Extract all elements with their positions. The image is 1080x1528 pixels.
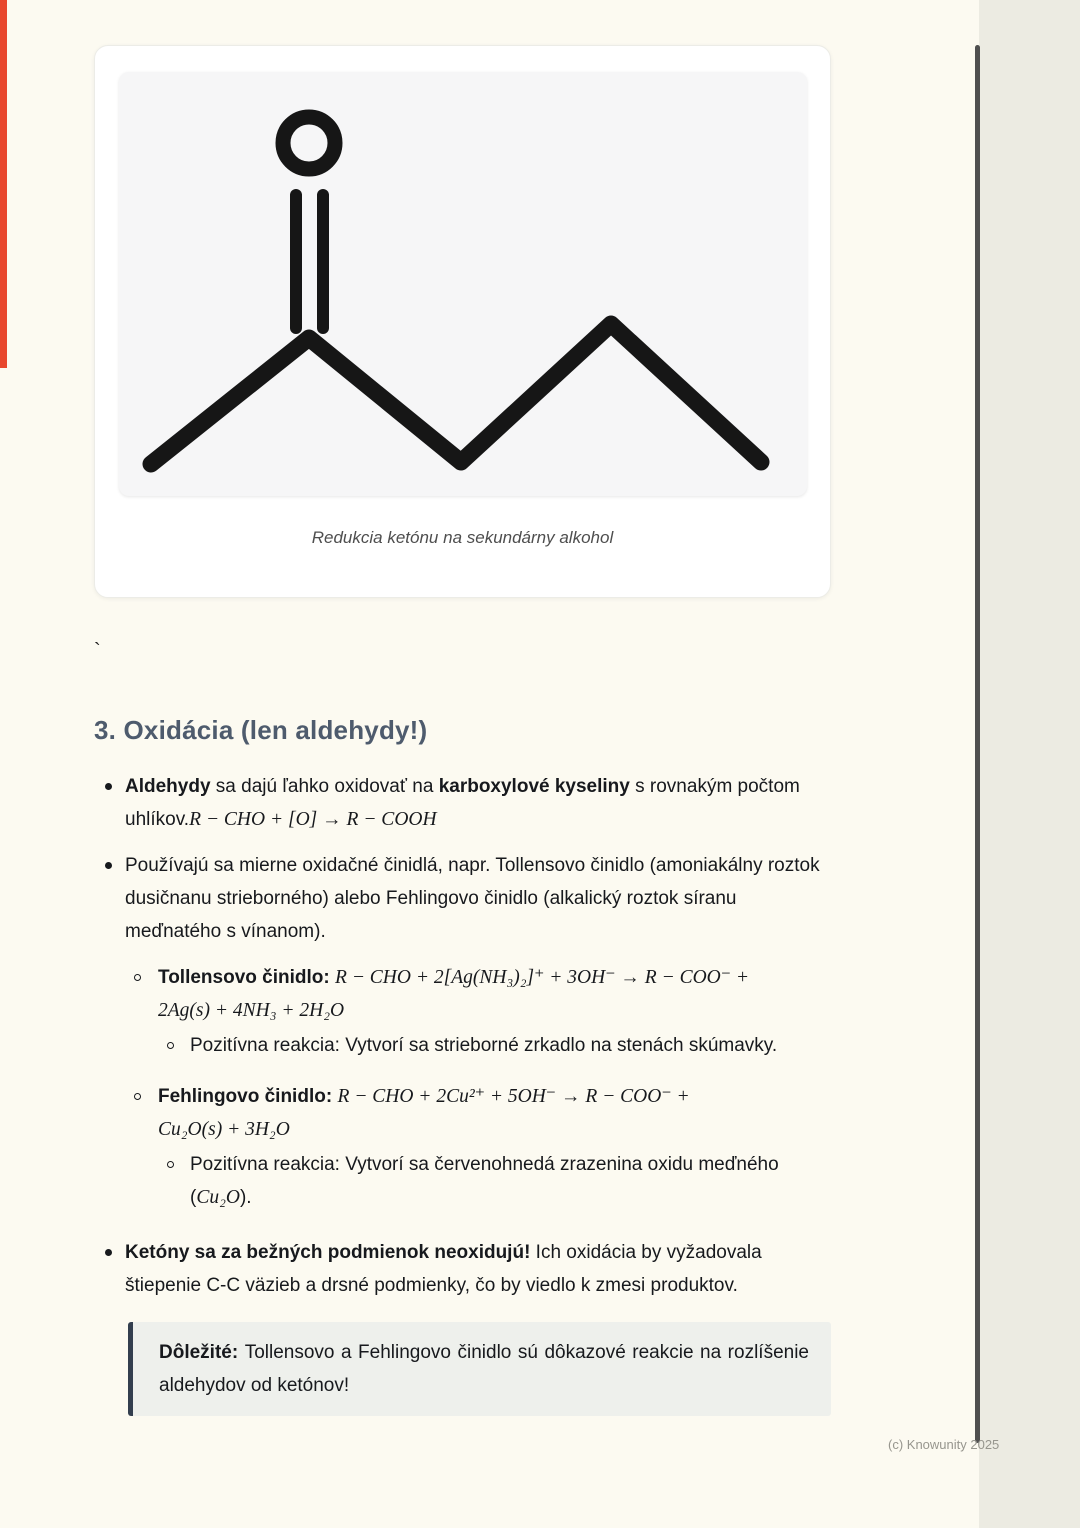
formula-fehling-continued: Cu₂O(s) + 3H₂O bbox=[158, 1119, 290, 1140]
section-heading: 3. Oxidácia (len aldehydy!) bbox=[94, 715, 428, 745]
important-note-box bbox=[128, 1322, 831, 1416]
list-item-ketones bbox=[94, 1236, 834, 1302]
page-edge-line bbox=[975, 45, 980, 1443]
list-item-oxidizing-agents bbox=[94, 849, 834, 948]
oxygen-atom-icon bbox=[283, 117, 335, 169]
text-run: ). bbox=[239, 1187, 252, 1208]
right-gutter bbox=[979, 0, 1080, 1528]
formula-tollens-continued: 2Ag(s) + 4NH₃ + 2H₂O bbox=[158, 1000, 345, 1021]
left-edge-red-marker bbox=[0, 0, 7, 368]
text-bold: Tollensovo činidlo: bbox=[158, 967, 335, 988]
text-run: sa dajú ľahko oxidovať na bbox=[210, 776, 439, 797]
text-bold: Aldehydy bbox=[125, 776, 211, 797]
ketone-structure-image bbox=[119, 72, 807, 496]
figure-image-panel bbox=[119, 72, 807, 496]
text-run: Pozitívna reakcia: Vytvorí sa strieborné zrkadlo na stenách skúmavky. bbox=[190, 1035, 778, 1056]
text-bold: Ketóny sa za bežných podmienok neoxidujú! bbox=[125, 1242, 531, 1263]
formula-tollens: R − CHO + 2[Ag(NH₃)₂]⁺ + 3OH⁻ → R − COO⁻ + bbox=[334, 967, 750, 988]
figure-card bbox=[94, 45, 831, 598]
list-item-aldehydes-oxidation bbox=[94, 770, 834, 836]
list-item-tollens bbox=[94, 961, 834, 1027]
figure-caption: Redukcia ketónu na sekundárny alkohol bbox=[311, 528, 614, 547]
text-run: Pozitívna reakcia: Vytvorí sa červenohnedá zrazenina oxidu meďného ( bbox=[190, 1154, 779, 1208]
text-run: Používajú sa mierne oxidačné činidlá, napr. Tollensovo činidlo (amoniakálny roztok dusičnanu strieborného) alebo Fehlingovo činidlo (alkalický roztok síranu meďnatého s vínanom). bbox=[125, 855, 820, 942]
bullet-disc-icon bbox=[105, 1249, 112, 1256]
formula-oxidation: R − CHO + [O] → R − COOH bbox=[189, 809, 437, 830]
note-label: Dôležité: bbox=[159, 1342, 245, 1363]
list-item-tollens-positive bbox=[94, 1029, 834, 1062]
list-item-fehling-positive bbox=[94, 1148, 834, 1214]
bullet-circle-icon bbox=[134, 974, 141, 981]
bullet-circle-icon bbox=[167, 1042, 174, 1049]
copyright-footer: (c) Knowunity 2025 bbox=[888, 1437, 1000, 1452]
bullet-circle-icon bbox=[167, 1161, 174, 1168]
stray-backtick: ` bbox=[94, 640, 101, 662]
text-run: Ich oxidácia by vyžadovala štiepenie C-C väzieb a drsné podmienky, čo by viedlo k zmesi produktov. bbox=[125, 1242, 762, 1296]
section-content bbox=[94, 715, 834, 1416]
formula-cu2o: Cu₂O bbox=[196, 1187, 240, 1208]
bullet-circle-icon bbox=[134, 1093, 141, 1100]
list-item-fehling bbox=[94, 1080, 834, 1146]
text-bold: karboxylové kyseliny bbox=[438, 776, 630, 797]
formula-fehling: R − CHO + 2Cu²⁺ + 5OH⁻ → R − COO⁻ + bbox=[337, 1086, 690, 1107]
bullet-disc-icon bbox=[105, 862, 112, 869]
text-run: s rovnakým počtom uhlíkov. bbox=[125, 776, 800, 830]
carbon-chain-line bbox=[151, 324, 761, 464]
bullet-disc-icon bbox=[105, 783, 112, 790]
note-text: Tollensovo a Fehlingovo činidlo sú dôkazové reakcie na rozlíšenie aldehydov od ketónov! bbox=[159, 1342, 809, 1396]
text-bold: Fehlingovo činidlo: bbox=[158, 1086, 338, 1107]
